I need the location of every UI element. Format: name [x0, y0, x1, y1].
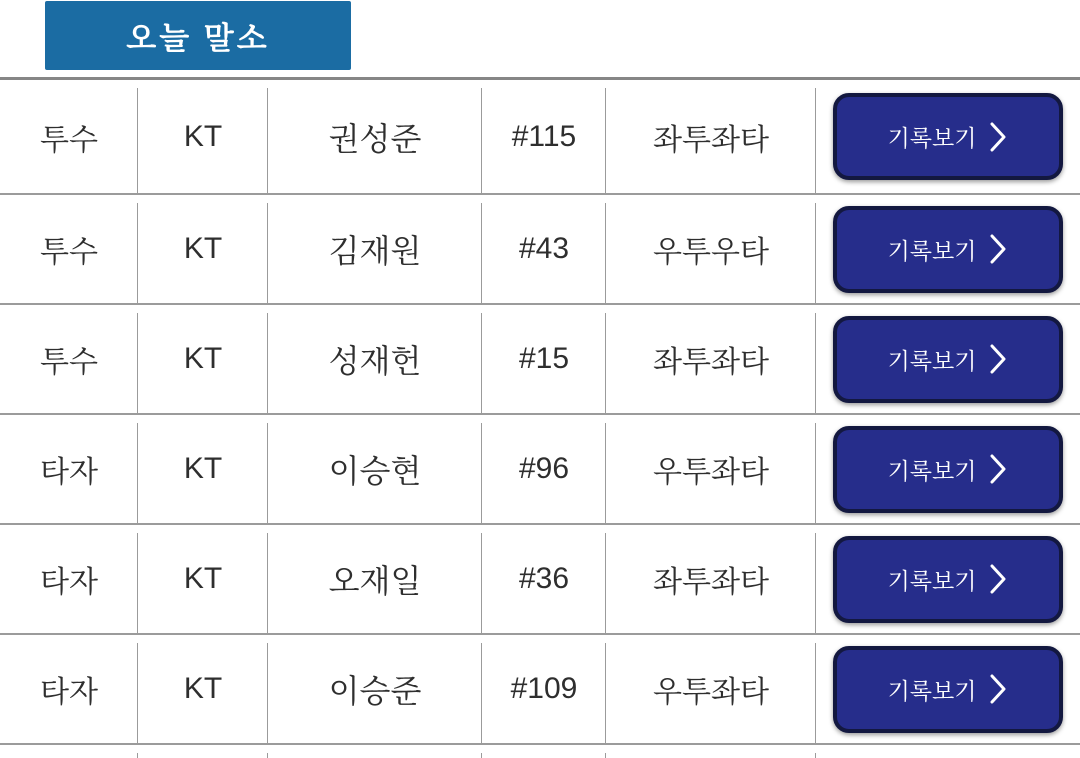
player-row — [0, 195, 1080, 305]
button-cell — [816, 80, 1080, 193]
number-cell: #43 — [482, 195, 606, 303]
view-record-button[interactable] — [833, 536, 1063, 623]
throw-bat-cell: 우투좌타 — [606, 635, 816, 743]
roster-table — [0, 77, 1080, 758]
name-cell: 오재일 — [268, 525, 482, 633]
position-cell: 투수 — [0, 80, 138, 193]
button-cell — [816, 635, 1080, 743]
name-cell: 이승준 — [268, 635, 482, 743]
position-cell: 타자 — [0, 635, 138, 743]
position-cell: 타자 — [0, 525, 138, 633]
player-row — [0, 635, 1080, 745]
view-record-label: 기록보기 — [887, 677, 977, 704]
view-record-label: 기록보기 — [887, 237, 977, 264]
throw-bat-cell: 좌투좌타 — [606, 80, 816, 193]
team-cell: KT — [138, 415, 268, 523]
view-record-label: 기록보기 — [887, 567, 977, 594]
view-record-label: 기록보기 — [887, 457, 977, 484]
team-cell: KT — [138, 195, 268, 303]
button-cell — [816, 305, 1080, 413]
position-cell: 투수 — [0, 305, 138, 413]
number-cell: #115 — [482, 80, 606, 193]
number-cell: #15 — [482, 305, 606, 413]
chevron-right-icon — [989, 233, 1008, 265]
chevron-right-icon — [989, 343, 1008, 375]
button-cell — [816, 525, 1080, 633]
player-row — [0, 80, 1080, 195]
throw-bat-cell: 우투우타 — [606, 195, 816, 303]
player-row — [0, 525, 1080, 635]
view-record-button[interactable] — [833, 316, 1063, 403]
player-row — [0, 305, 1080, 415]
chevron-right-icon — [989, 121, 1008, 153]
team-cell: KT — [138, 80, 268, 193]
chevron-right-icon — [989, 673, 1008, 705]
team-cell: KT — [138, 305, 268, 413]
button-cell — [816, 415, 1080, 523]
view-record-button[interactable] — [833, 646, 1063, 733]
team-cell: KT — [138, 635, 268, 743]
view-record-button[interactable] — [833, 93, 1063, 180]
position-cell: 투수 — [0, 195, 138, 303]
name-cell: 권성준 — [268, 80, 482, 193]
chevron-right-icon — [989, 563, 1008, 595]
name-cell: 김재원 — [268, 195, 482, 303]
number-cell: #36 — [482, 525, 606, 633]
button-cell — [816, 195, 1080, 303]
view-record-button[interactable] — [833, 426, 1063, 513]
view-record-label: 기록보기 — [887, 347, 977, 374]
throw-bat-cell: 좌투좌타 — [606, 525, 816, 633]
view-record-button[interactable] — [833, 206, 1063, 293]
view-record-label: 기록보기 — [887, 125, 977, 151]
team-cell: KT — [138, 525, 268, 633]
tab-today-deregistered[interactable]: 오늘 말소 — [45, 1, 351, 70]
name-cell: 이승현 — [268, 415, 482, 523]
chevron-right-icon — [989, 453, 1008, 485]
position-cell: 타자 — [0, 415, 138, 523]
throw-bat-cell: 우투좌타 — [606, 415, 816, 523]
throw-bat-cell: 좌투좌타 — [606, 305, 816, 413]
player-row — [0, 415, 1080, 525]
clipped-next-row — [0, 745, 1080, 758]
name-cell: 성재헌 — [268, 305, 482, 413]
number-cell: #96 — [482, 415, 606, 523]
number-cell: #109 — [482, 635, 606, 743]
